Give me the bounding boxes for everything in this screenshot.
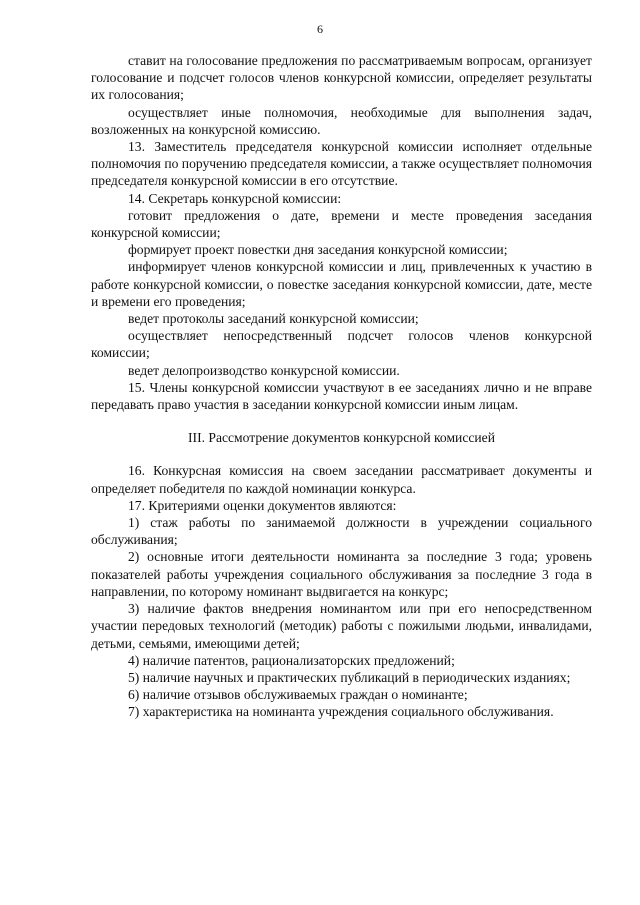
paragraph: готовит предложения о дате, времени и месте проведения заседания конкурсной комиссии; (91, 207, 592, 241)
paragraph: 1) стаж работы по занимаемой должности в учреждении социального обслуживания; (91, 515, 592, 548)
paragraph: осуществляет иные полномочия, необходимые для выполнения задач, возложенных на конкурсной комиссию. (91, 104, 592, 137)
paragraph: 6) наличие отзывов обслуживаемых граждан о номинанте; (128, 687, 468, 703)
paragraph: 7) характеристика на номинанта учреждения социального обслуживания. (128, 704, 554, 720)
paragraph: 5) наличие научных и практических публикаций в периодических изданиях; (128, 669, 571, 685)
paragraph: 2) основные итоги деятельности номинанта за последние 3 года; уровень показателей работы учреждения социального обслуживания за последние 3 года в направлении, по которому номинант выдвигается на конкурс; (91, 549, 592, 599)
paragraph: формирует проект повестки дня заседания конкурсной комиссии; (128, 242, 508, 258)
paragraph: ведет протоколы заседаний конкурсной комиссии; (128, 311, 419, 327)
paragraph: осуществляет непосредственный подсчет голосов членов конкурсной комиссии; (91, 328, 592, 361)
paragraph: ведет делопроизводство конкурсной комиссии. (128, 362, 400, 378)
paragraph: 16. Конкурсная комиссия на своем заседании рассматривает документы и определяет победителя по каждой номинации конкурса. (91, 463, 592, 496)
paragraph: информирует членов конкурсной комиссии и лиц, привлеченных к участию в работе конкурсной комиссии, о повестке заседания конкурсной комиссии, дате, месте и времени его проведения; (91, 259, 592, 309)
paragraph: 3) наличие фактов внедрения номинантом или при его непосредственном участии передовых технологий (методик) работы с пожилыми людьми, инвалидами, детьми, семьями, имеющими детей; (91, 601, 592, 651)
paragraph: 15. Члены конкурсной комиссии участвуют в ее заседаниях лично и не вправе передавать право участия в заседании конкурсной комиссии иным лицам. (91, 379, 592, 413)
paragraph: 14. Секретарь конкурсной комиссии: (128, 190, 342, 206)
page-number: 6 (317, 22, 323, 36)
section-title: III. Рассмотрение документов конкурсной комиссией (188, 430, 495, 446)
paragraph: 13. Заместитель председателя конкурсной комиссии исполняет отдельные полномочия по поручению председателя комиссии, а также осуществляет полномочия председателя конкурсной комиссии в его отсутствие. (91, 139, 592, 189)
paragraph: 17. Критериями оценки документов являются: (128, 497, 397, 513)
paragraph: ставит на голосование предложения по рассматриваемым вопросам, организует голосование и подсчет голосов членов конкурсной комиссии, определяет результаты их голосования; (91, 53, 592, 103)
document-body (91, 52, 592, 721)
paragraph: 4) наличие патентов, рационализаторских предложений; (128, 652, 455, 668)
